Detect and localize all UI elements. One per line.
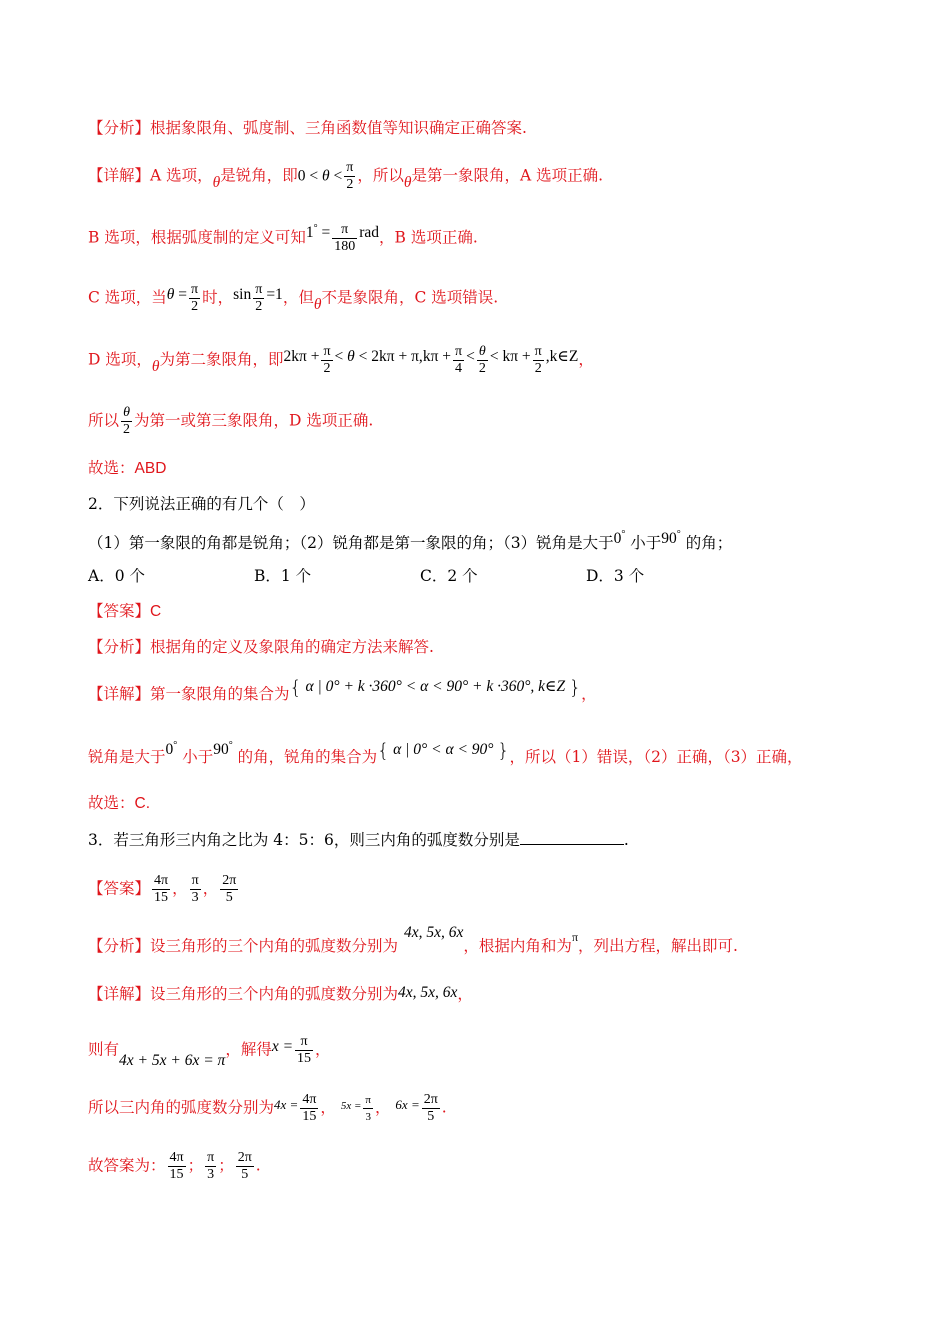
den: 4	[455, 361, 463, 376]
text: 为第一或第三象限角，D 选项正确.	[134, 411, 374, 430]
fraction	[152, 873, 170, 906]
label: 【分析】	[88, 937, 151, 955]
m: 0	[165, 741, 174, 759]
fraction	[321, 344, 332, 377]
text: 是锐角，即	[220, 166, 298, 185]
m: θ	[322, 167, 330, 185]
text: 时，	[202, 288, 234, 307]
text: 则有	[88, 1040, 120, 1059]
m: =	[321, 223, 331, 241]
text: 是第一象限角，A 选项正确.	[411, 166, 604, 185]
den: 5	[427, 1109, 435, 1124]
question-number: 2．	[88, 495, 114, 513]
q3-final	[88, 1150, 261, 1183]
fraction	[477, 344, 488, 377]
num: π	[534, 344, 542, 359]
m: π,	[411, 347, 423, 365]
text: 故选：	[88, 459, 135, 477]
answer: C.	[134, 795, 151, 812]
m: =	[178, 285, 188, 303]
sep: ，	[320, 1098, 336, 1117]
m: <	[489, 347, 499, 365]
text: 设三角形的三个内角的弧度数分别为	[150, 937, 399, 955]
text: 所以	[88, 411, 120, 430]
text: ，但	[282, 288, 314, 307]
q2-analysis	[88, 637, 434, 657]
q1-detail-d2	[88, 405, 373, 438]
sep: ；	[218, 1156, 234, 1175]
fraction	[453, 344, 464, 377]
theta: θ	[212, 173, 221, 191]
m: 5x =	[340, 1099, 362, 1112]
q1-choice	[88, 458, 166, 479]
m: <	[309, 167, 319, 185]
q3-then	[88, 1034, 331, 1067]
m: 90	[213, 741, 229, 759]
label: 【答案】	[88, 602, 151, 620]
text: ，	[315, 1040, 331, 1059]
q2-options	[88, 566, 752, 586]
text: .	[623, 831, 629, 849]
text: （1）第一象限的角都是锐角；（2）锐角都是第一象限的角；（3）锐角是大于	[88, 534, 614, 553]
num: 4π	[302, 1092, 317, 1107]
num: π	[207, 1150, 215, 1165]
text: 小于	[182, 748, 214, 767]
q2-statements	[88, 530, 732, 554]
text: A 选项，	[150, 166, 213, 185]
m: 2kπ	[371, 347, 395, 365]
text: C 选项，当	[88, 288, 167, 307]
m: x =	[271, 1037, 294, 1055]
text: 的角；	[685, 534, 733, 553]
num: π	[346, 160, 354, 175]
m: ,	[545, 347, 550, 365]
den: 2	[255, 299, 263, 314]
den: 15	[297, 1051, 312, 1066]
q2-detail-2: 锐角是大于0° 小于90° 的角，锐角的集合为{ α | 0° < α < 90° }，所以（1）错误，（2）正确，（3）正确，	[88, 739, 803, 767]
m: θ	[347, 347, 355, 365]
m: <	[358, 347, 368, 365]
sep: ，	[374, 1098, 391, 1117]
fraction	[344, 160, 355, 193]
fraction	[253, 282, 264, 315]
m: =1	[266, 285, 283, 303]
den: 15	[169, 1167, 184, 1182]
theta: θ	[313, 295, 322, 313]
fraction	[422, 1092, 440, 1125]
sep: .	[255, 1156, 261, 1175]
text: ，所以	[357, 166, 404, 185]
m: +	[310, 347, 320, 365]
m: <	[333, 167, 343, 185]
text: ，	[457, 985, 473, 1003]
fraction	[121, 405, 132, 438]
q2-stem	[88, 494, 315, 514]
m: °	[173, 740, 178, 751]
equation: 4x + 5x + 6x = π	[119, 1051, 226, 1069]
text: ，	[581, 685, 597, 703]
text: 第一象限角的集合为	[150, 685, 290, 703]
q2-detail: 【详解】第一象限角的集合为{ α | 0° + k ·360° < α < 90° + k ·360°, k∈Z }，	[88, 676, 597, 703]
num: π	[295, 1034, 313, 1051]
num: 2π	[237, 1150, 252, 1165]
text: D 选项，	[88, 350, 152, 369]
num: π	[191, 282, 199, 297]
q2-choice	[88, 793, 150, 814]
sep: ，	[202, 879, 219, 898]
m: °	[228, 740, 233, 751]
num: θ	[121, 405, 132, 422]
set-expression: α | 0° < α < 90°	[393, 741, 494, 759]
text: 下列说法正确的有几个（ ）	[113, 495, 315, 513]
num: 4π	[154, 873, 169, 888]
m: 0	[613, 530, 622, 548]
theta: θ	[151, 357, 160, 375]
label: 【答案】	[88, 879, 151, 898]
answer: C	[150, 603, 162, 620]
text: ，所以（1）错误，（2）正确，（3）正确，	[509, 748, 803, 767]
q3-so	[88, 1092, 447, 1125]
text: ，B 选项正确.	[379, 228, 478, 247]
q2-answer	[88, 601, 161, 622]
q3-answer	[88, 873, 240, 906]
option-b[interactable]: B．1 个	[254, 567, 312, 585]
m: +	[521, 347, 531, 365]
fraction	[300, 1092, 318, 1125]
option-c[interactable]: C．2 个	[420, 567, 478, 585]
den: 2	[191, 299, 199, 314]
m: 0	[297, 167, 306, 185]
den: 2	[123, 422, 131, 437]
q1-detail-d	[88, 344, 594, 377]
m: 90	[661, 530, 677, 548]
m: 6x =	[395, 1096, 420, 1112]
pi: π	[571, 930, 578, 944]
text: ，根据内角和为	[463, 937, 572, 955]
m: 1	[305, 223, 314, 241]
num: π	[255, 282, 263, 297]
m: θ	[166, 285, 175, 303]
label: 【详解】	[88, 166, 151, 185]
label: 【分析】	[88, 638, 151, 656]
num: π	[455, 344, 463, 359]
m: kπ	[502, 347, 519, 365]
den: 3	[207, 1167, 215, 1182]
text: ，解得	[225, 1040, 272, 1059]
den: 15	[154, 890, 169, 905]
num: π	[332, 222, 357, 239]
den: 2	[478, 361, 486, 376]
label: 【详解】	[88, 685, 151, 703]
fraction	[205, 1150, 216, 1183]
m: kπ	[422, 347, 439, 365]
num: π	[363, 1092, 373, 1109]
fraction	[332, 222, 357, 255]
fraction	[190, 873, 201, 906]
num: 2π	[222, 873, 237, 888]
q1-detail-a	[88, 160, 603, 193]
fraction	[168, 1150, 186, 1183]
text: 不是象限角，C 选项错误.	[321, 288, 499, 307]
m: °	[313, 222, 318, 234]
label: 【分析】	[88, 119, 151, 137]
m: +	[442, 347, 452, 365]
fraction	[533, 344, 544, 377]
text: 为第二象限角，即	[159, 350, 284, 369]
text: 根据象限角、弧度制、三角函数值等知识确定正确答案.	[150, 119, 527, 137]
text: 设三角形的三个内角的弧度数分别为	[150, 985, 399, 1003]
den: 5	[241, 1167, 249, 1182]
q1-detail-c	[88, 282, 498, 315]
q3-analysis	[88, 924, 738, 957]
option-a[interactable]: A．0 个	[88, 567, 145, 585]
m: +	[398, 347, 408, 365]
text: 若三角形三内角之比为 4：5：6，则三内角的弧度数分别是	[113, 831, 520, 849]
fraction	[189, 282, 200, 315]
num: π	[191, 873, 199, 888]
set-expression: α | 0° + k ·360° < α < 90° + k ·360°, k∈Z	[305, 678, 566, 695]
q1-analysis	[88, 118, 527, 138]
m: k∈Z	[549, 347, 579, 365]
den: 3	[191, 890, 199, 905]
m: °	[621, 529, 626, 540]
den: 3	[365, 1111, 371, 1123]
fraction	[220, 873, 238, 906]
q1-detail-b	[88, 222, 478, 255]
answer: ABD	[134, 460, 167, 477]
m: <	[466, 347, 475, 365]
den: 2	[323, 361, 331, 376]
text: 故答案为：	[88, 1156, 166, 1175]
text: 根据角的定义及象限角的确定方法来解答.	[150, 638, 434, 656]
text: B 选项，根据弧度制的定义可知	[88, 228, 306, 247]
den: 180	[334, 239, 356, 254]
sep: ，	[172, 879, 188, 898]
text: ，列出方程，解出即可.	[578, 937, 738, 955]
fraction	[236, 1150, 254, 1183]
m: sin	[233, 285, 252, 303]
m: °	[676, 529, 681, 540]
num: 4π	[169, 1150, 184, 1165]
answer-blank[interactable]	[520, 830, 624, 845]
fraction	[363, 1092, 373, 1125]
vars: 4x, 5x, 6x	[398, 984, 458, 1001]
num: π	[323, 344, 331, 359]
text: 的角，锐角的集合为	[237, 748, 378, 767]
label: 【详解】	[88, 985, 151, 1003]
theta: θ	[403, 173, 412, 191]
label: 故选：	[88, 794, 135, 812]
text: 小于	[630, 534, 662, 553]
m: rad	[359, 223, 379, 241]
text: ，	[578, 350, 594, 369]
text: 锐角是大于	[88, 748, 166, 767]
option-d[interactable]: D．3 个	[586, 567, 645, 585]
den: 5	[225, 890, 233, 905]
vars: 4x, 5x, 6x	[404, 924, 464, 941]
num: 2π	[423, 1092, 438, 1107]
text: 所以三内角的弧度数分别为	[88, 1098, 275, 1117]
den: 15	[302, 1109, 317, 1124]
fraction	[295, 1034, 313, 1067]
q3-stem	[88, 830, 629, 850]
den: 2	[346, 177, 354, 192]
m: 2kπ	[283, 347, 307, 365]
question-number: 3．	[88, 831, 114, 849]
q3-detail	[88, 984, 473, 1005]
num: θ	[477, 344, 488, 361]
den: 2	[534, 361, 542, 376]
sep: ；	[187, 1156, 204, 1175]
m: <	[334, 347, 344, 365]
sep: .	[441, 1098, 447, 1117]
m: 4x =	[274, 1096, 299, 1112]
